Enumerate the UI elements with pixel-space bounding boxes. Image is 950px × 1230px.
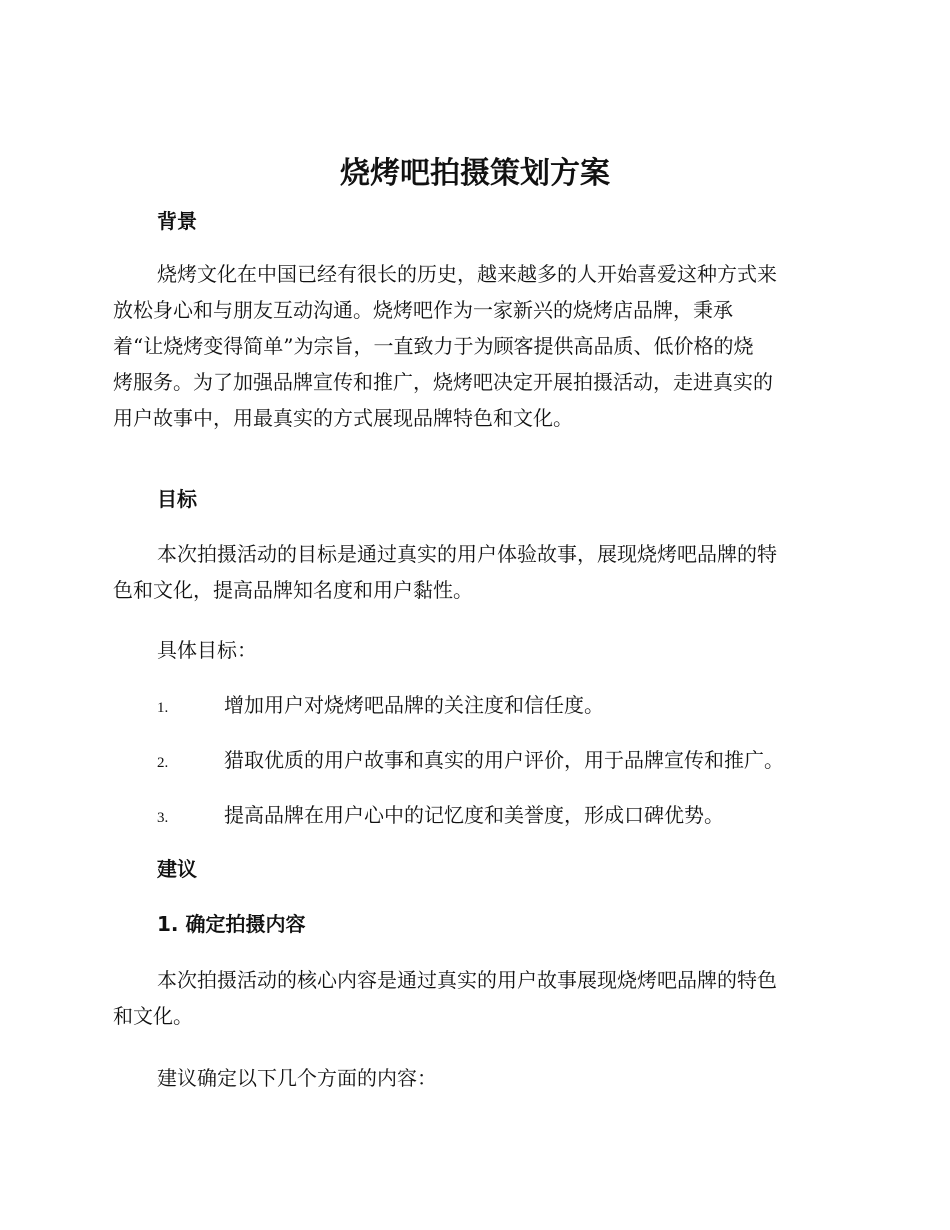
paragraph-line: 色和文化，提高品牌知名度和用户黏性。 [113,578,473,602]
goal-paragraph [113,536,835,608]
suggestion-closing-line: 建议确定以下几个方面的内容： [157,1066,437,1090]
paragraph-line: 用户故事中，用最真实的方式展现品牌特色和文化。 [113,406,573,430]
document-title: 烧烤吧拍摄策划方案 [340,156,610,191]
section-heading-suggestion: 建议 [157,857,197,881]
list-item-number: 2. [157,755,169,771]
list-item-text: 提高品牌在用户心中的记忆度和美誉度，形成口碑优势。 [224,803,724,827]
list-item [157,687,604,723]
paragraph-line: 着“让烧烤变得简单”为宗旨，一直致力于为顾客提供高品质、低价格的烧 [113,334,754,358]
paragraph-line: 烤服务。为了加强品牌宣传和推广，烧烤吧决定开展拍摄活动，走进真实的 [113,370,773,394]
paragraph-line: 本次拍摄活动的核心内容是通过真实的用户故事展现烧烤吧品牌的特色 [157,968,777,992]
specific-goals-label: 具体目标： [157,638,257,662]
background-paragraph [113,256,835,436]
list-item-text: 猎取优质的用户故事和真实的用户评价，用于品牌宣传和推广。 [224,748,784,772]
section-heading-goal: 目标 [157,487,197,511]
list-item-text: 增加用户对烧烤吧品牌的关注度和信任度。 [224,693,604,717]
list-item [157,797,724,833]
section-heading-background: 背景 [157,209,197,233]
list-item-number: 1. [157,700,169,716]
paragraph-line: 放松身心和与朋友互动沟通。烧烤吧作为一家新兴的烧烤店品牌，秉承 [113,298,733,322]
paragraph-line: 本次拍摄活动的目标是通过真实的用户体验故事，展现烧烤吧品牌的特 [157,542,777,566]
subsection-heading-content: 1. 确定拍摄内容 [157,912,306,936]
suggestion-paragraph [113,962,835,1034]
list-item-number: 3. [157,810,169,826]
list-item [157,742,784,778]
paragraph-line: 烧烤文化在中国已经有很长的历史，越来越多的人开始喜爱这种方式来 [157,262,777,286]
paragraph-line: 和文化。 [113,1004,193,1028]
